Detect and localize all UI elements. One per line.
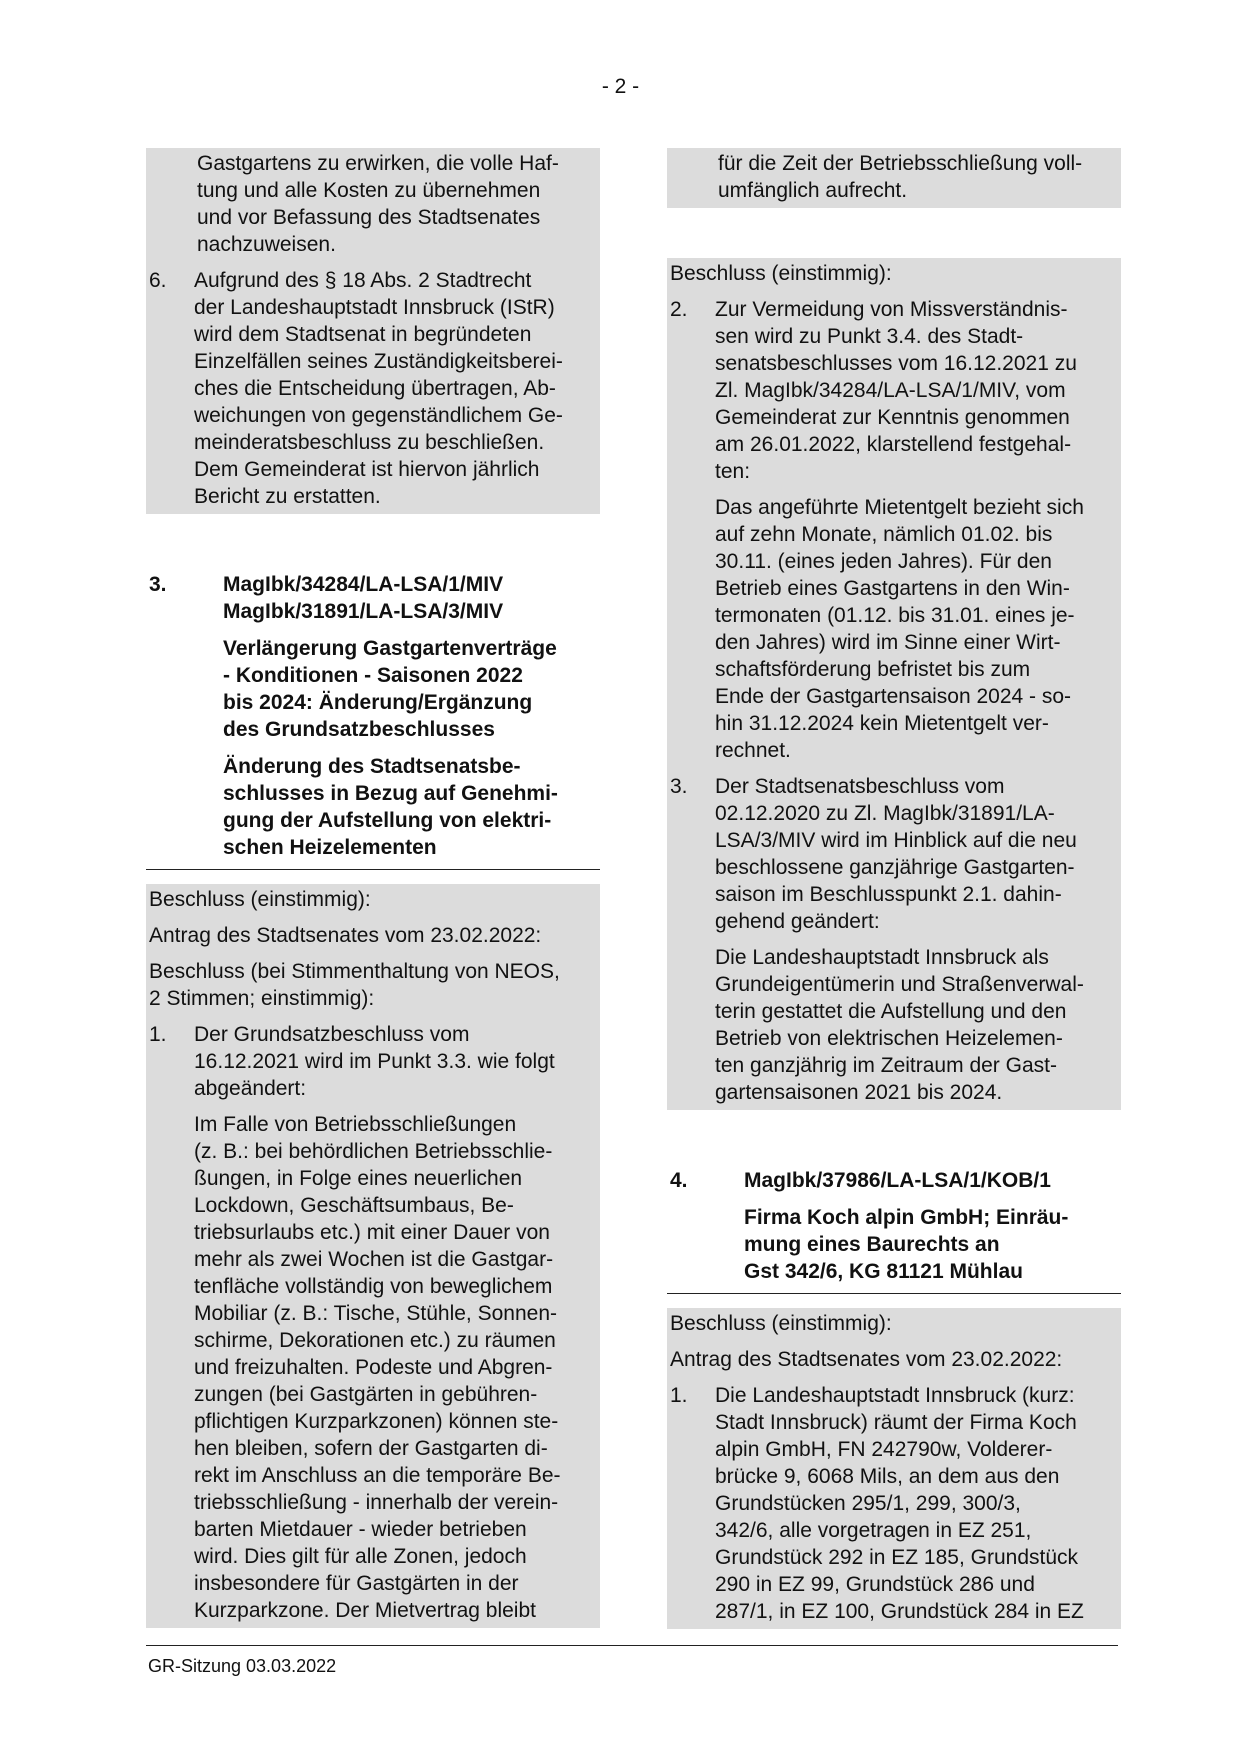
text-line: Änderung des Stadtsenatsbe- — [223, 755, 521, 778]
text-line: Das angeführte Mietentgelt bezieht sich — [715, 496, 1084, 519]
text-line: ßungen, in Folge eines neuerlichen — [194, 1167, 523, 1190]
text-line: 30.11. (eines jeden Jahres). Für den — [715, 550, 1052, 573]
text-line: 287/1, in EZ 100, Grundstück 284 in EZ — [715, 1600, 1084, 1623]
text-line: 290 in EZ 99, Grundstück 286 und — [715, 1573, 1035, 1596]
text-line: triebsurlaubs etc.) mit einer Dauer von — [194, 1221, 550, 1244]
item-text — [194, 1021, 597, 1102]
text-line: pflichtigen Kurzparkzonen) können ste- — [194, 1410, 559, 1433]
text-line: schlusses in Bezug auf Genehmi- — [223, 782, 558, 805]
beschluss-label: Beschluss (einstimmig): — [149, 888, 371, 911]
text-line: umfänglich aufrecht. — [718, 179, 908, 202]
text-line: weichungen von gegenständlichem Ge- — [194, 404, 563, 427]
right-column — [667, 148, 1121, 1629]
highlighted-block — [667, 148, 1121, 208]
text-line: terin gestattet die Aufstellung und den — [715, 1000, 1067, 1023]
beschluss-label: Beschluss (einstimmig): — [670, 1312, 892, 1335]
text-line: beschlossene ganzjährige Gastgarten- — [715, 856, 1075, 879]
text-line: Zl. MagIbk/34284/LA-LSA/1/MIV, vom — [715, 379, 1066, 402]
text-line: den Jahres) wird im Sinne einer Wirt- — [715, 631, 1061, 654]
text-line: auf zehn Monate, nämlich 01.02. bis — [715, 523, 1053, 546]
text-line: insbesondere für Gastgärten in der — [194, 1572, 519, 1595]
text-line: sen wird zu Punkt 3.4. des Stadt- — [715, 325, 1024, 348]
text-line: Beschluss (bei Stimmenthaltung von NEOS, — [149, 960, 560, 983]
text-line: Lockdown, Geschäftsumbaus, Be- — [194, 1194, 514, 1217]
text-line: schen Heizelementen — [223, 836, 437, 859]
text-line: hen bleiben, sofern der Gastgarten di- — [194, 1437, 548, 1460]
text-line: Kurzparkzone. Der Mietvertrag bleibt — [194, 1599, 536, 1622]
text-line: (z. B.: bei behördlichen Betriebsschlie- — [194, 1140, 553, 1163]
footer-text: GR-Sitzung 03.03.2022 — [148, 1656, 337, 1676]
text-line: Der Stadtsenatsbeschluss vom — [715, 775, 1005, 798]
text-line: Ende der Gastgartensaison 2024 - so- — [715, 685, 1072, 708]
text-line: zungen (bei Gastgärten in gebühren- — [194, 1383, 538, 1406]
text-line: Betrieb eines Gastgartens in den Win- — [715, 577, 1070, 600]
text-line: LSA/3/MIV wird im Hinblick auf die neu — [715, 829, 1077, 852]
text-line: Gemeinderat zur Kenntnis genommen — [715, 406, 1070, 429]
text-line: und vor Befassung des Stadtsenates — [197, 206, 541, 229]
text-line: Betrieb von elektrischen Heizelemen- — [715, 1027, 1063, 1050]
left-column — [146, 148, 600, 1628]
highlighted-block — [146, 884, 600, 1628]
text-line: Stadt Innsbruck) räumt der Firma Koch — [715, 1411, 1077, 1434]
text-line: abgeändert: — [194, 1077, 307, 1100]
item-number: 3. — [670, 775, 688, 798]
list-item-6 — [149, 267, 597, 510]
text-line: Die Landeshauptstadt Innsbruck (kurz: — [715, 1384, 1075, 1407]
item-text — [715, 296, 1118, 485]
beschluss-label: Beschluss (einstimmig): — [670, 262, 892, 285]
section-title — [744, 1204, 1118, 1285]
text-line: Im Falle von Betriebsschließungen — [194, 1113, 517, 1136]
item-quote — [194, 1111, 597, 1624]
section-3-heading — [146, 571, 600, 870]
section-number: 3. — [149, 573, 167, 596]
text-line: ches die Entscheidung übertragen, Ab- — [194, 377, 556, 400]
text-line: tung und alle Kosten zu übernehmen — [197, 179, 541, 202]
text-line: schirme, Dekorationen etc.) zu räumen — [194, 1329, 556, 1352]
text-line: und freizuhalten. Podeste und Abgren- — [194, 1356, 553, 1379]
text-line: bis 2024: Änderung/Ergänzung — [223, 691, 533, 714]
text-line: Gst 342/6, KG 81121 Mühlau — [744, 1260, 1023, 1283]
text-line: Grundstücken 295/1, 299, 300/3, — [715, 1492, 1021, 1515]
text-line: brücke 9, 6068 Mils, an dem aus den — [715, 1465, 1060, 1488]
text-line: gung der Aufstellung von elektri- — [223, 809, 552, 832]
text-line: Firma Koch alpin GmbH; Einräu- — [744, 1206, 1069, 1229]
text-line: alpin GmbH, FN 242790w, Volderer- — [715, 1438, 1053, 1461]
text-line: Grundeigentümerin und Straßenverwal- — [715, 973, 1084, 996]
text-line: 342/6, alle vorgetragen in EZ 251, — [715, 1519, 1032, 1542]
text-line: saison im Beschlusspunkt 2.1. dahin- — [715, 883, 1062, 906]
antrag-label: Antrag des Stadtsenates vom 23.02.2022: — [670, 1348, 1063, 1371]
list-item-3 — [670, 773, 1118, 1106]
item-quote — [715, 944, 1118, 1106]
highlighted-block — [667, 258, 1121, 1110]
text-line: rechnet. — [715, 739, 791, 762]
text-line: senatsbeschlusses vom 16.12.2021 zu — [715, 352, 1077, 375]
section-4-heading — [667, 1167, 1121, 1294]
text-line: schaftsförderung befristet bis zum — [715, 658, 1031, 681]
text-line: mehr als zwei Wochen ist die Gastgar- — [194, 1248, 554, 1271]
text-line: termonaten (01.12. bis 31.01. eines je- — [715, 604, 1075, 627]
text-line: 2 Stimmen; einstimmig): — [149, 987, 375, 1010]
text-line: Der Grundsatzbeschluss vom — [194, 1023, 470, 1046]
text-line: wird dem Stadtsenat in begründeten — [194, 323, 532, 346]
highlighted-block — [146, 148, 600, 514]
section-title — [223, 635, 597, 743]
item-number: 2. — [670, 298, 688, 321]
section-number: 4. — [670, 1169, 688, 1192]
text-line: wird. Dies gilt für alle Zonen, jedoch — [194, 1545, 527, 1568]
text-line: triebsschließung - innerhalb der verein- — [194, 1491, 559, 1514]
text-line: für die Zeit der Betriebsschließung voll- — [718, 152, 1083, 175]
text-line: Bericht zu erstatten. — [194, 485, 381, 508]
text-line: ten: — [715, 460, 751, 483]
continued-paragraph — [149, 150, 597, 258]
text-line: Gastgartens zu erwirken, die volle Haf- — [197, 152, 559, 175]
item-text — [194, 267, 597, 510]
text-line: mung eines Baurechts an — [744, 1233, 1000, 1256]
continued-paragraph — [670, 150, 1118, 204]
text-line: 02.12.2020 zu Zl. MagIbk/31891/LA- — [715, 802, 1055, 825]
item-number: 1. — [149, 1023, 167, 1046]
text-line: MagIbk/34284/LA-LSA/1/MIV — [223, 573, 504, 596]
text-line: des Grundsatzbeschlusses — [223, 718, 495, 741]
item-quote — [715, 494, 1118, 764]
text-line: MagIbk/37986/LA-LSA/1/KOB/1 — [744, 1169, 1051, 1192]
text-line: - Konditionen - Saisonen 2022 — [223, 664, 523, 687]
section-reference — [744, 1167, 1118, 1194]
text-line: gartensaisonen 2021 bis 2024. — [715, 1081, 1003, 1104]
antrag-label: Antrag des Stadtsenates vom 23.02.2022: — [149, 924, 542, 947]
beschluss-label — [149, 958, 597, 1012]
text-line: MagIbk/31891/LA-LSA/3/MIV — [223, 600, 504, 623]
list-item-1 — [149, 1021, 597, 1624]
text-line: hin 31.12.2024 kein Mietentgelt ver- — [715, 712, 1049, 735]
text-line: Zur Vermeidung von Missverständnis- — [715, 298, 1068, 321]
text-line: meinderatsbeschluss zu beschließen. — [194, 431, 545, 454]
text-line: Grundstück 292 in EZ 185, Grundstück — [715, 1546, 1079, 1569]
text-line: am 26.01.2022, klarstellend festgehal- — [715, 433, 1072, 456]
text-line: ten ganzjährig im Zeitraum der Gast- — [715, 1054, 1057, 1077]
section-subtitle — [223, 753, 597, 861]
list-item-1 — [670, 1382, 1118, 1625]
highlighted-block — [667, 1308, 1121, 1629]
text-line: 16.12.2021 wird im Punkt 3.3. wie folgt — [194, 1050, 555, 1073]
text-line: Die Landeshauptstadt Innsbruck als — [715, 946, 1049, 969]
section-reference — [223, 571, 597, 625]
list-item-2 — [670, 296, 1118, 773]
text-line: barten Mietdauer - wieder betrieben — [194, 1518, 527, 1541]
page-number: - 2 - — [601, 75, 640, 98]
footer-divider — [146, 1645, 1118, 1646]
text-line: nachzuweisen. — [197, 233, 336, 256]
text-line: tenfläche vollständig von beweglichem — [194, 1275, 553, 1298]
text-line: Einzelfällen seines Zuständigkeitsberei- — [194, 350, 563, 373]
item-text — [715, 773, 1118, 935]
item-number: 1. — [670, 1384, 688, 1407]
text-line: Aufgrund des § 18 Abs. 2 Stadtrecht — [194, 269, 532, 292]
text-line: rekt im Anschluss an die temporäre Be- — [194, 1464, 561, 1487]
item-number: 6. — [149, 269, 167, 292]
text-line: Mobiliar (z. B.: Tische, Stühle, Sonnen- — [194, 1302, 557, 1325]
text-line: gehend geändert: — [715, 910, 880, 933]
text-line: der Landeshauptstadt Innsbruck (IStR) — [194, 296, 555, 319]
text-line: Verlängerung Gastgartenverträge — [223, 637, 557, 660]
text-line: Dem Gemeinderat ist hiervon jährlich — [194, 458, 540, 481]
item-text — [715, 1382, 1118, 1625]
